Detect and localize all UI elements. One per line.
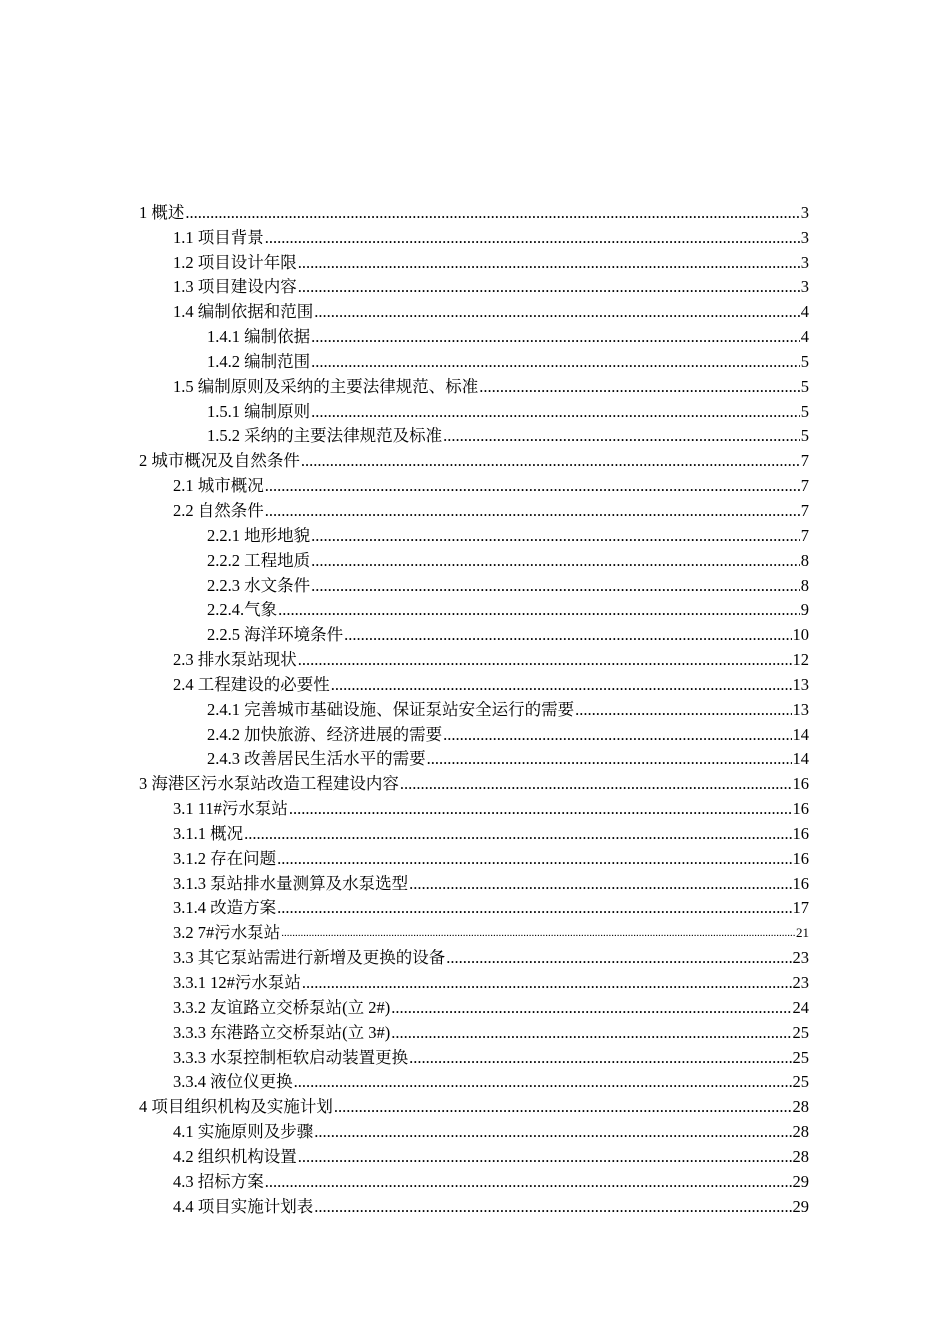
toc-entry-page-number: 28	[792, 1097, 809, 1117]
toc-entry-title: 3.3 其它泵站需进行新增及更换的设备	[173, 948, 446, 968]
toc-entry[interactable]	[139, 820, 809, 845]
toc-dot-leader	[294, 1071, 792, 1093]
toc-entry[interactable]	[139, 969, 809, 994]
toc-dot-leader	[185, 202, 799, 224]
toc-dot-leader	[391, 1022, 791, 1044]
toc-entry[interactable]	[139, 298, 809, 323]
toc-entry[interactable]	[139, 621, 809, 646]
toc-entry-page-number: 28	[792, 1146, 809, 1166]
toc-entry-page-number: 3	[800, 252, 809, 272]
toc-entry-title: 1.5.2 采纳的主要法律规范及标准	[207, 426, 443, 446]
toc-entry-title: 2.4 工程建设的必要性	[173, 674, 330, 694]
toc-entry[interactable]	[139, 224, 809, 249]
toc-entry-title: 3.3.3 水泵控制柜软启动装置更换	[173, 1047, 409, 1067]
toc-entry-title: 1.1 项目背景	[173, 227, 264, 247]
toc-dot-leader	[443, 425, 800, 447]
toc-dot-leader	[298, 276, 800, 298]
toc-entry[interactable]	[139, 1168, 809, 1193]
toc-entry[interactable]	[139, 696, 809, 721]
toc-entry-title: 3.3.2 友谊路立交桥泵站(立 2#)	[173, 997, 391, 1017]
toc-entry-page-number: 5	[800, 426, 809, 446]
toc-entry-title: 2.2 自然条件	[173, 500, 264, 520]
toc-entry[interactable]	[139, 721, 809, 746]
toc-entry-title: 2.2.1 地形地貌	[207, 525, 311, 545]
toc-entry-page-number: 5	[800, 351, 809, 371]
toc-entry-page-number: 7	[800, 525, 809, 545]
toc-entry-page-number: 3	[800, 277, 809, 297]
toc-dot-leader	[311, 525, 800, 547]
toc-entry[interactable]	[139, 845, 809, 870]
toc-entry-title: 4.1 实施原则及步骤	[173, 1122, 314, 1142]
toc-entry-title: 2.4.2 加快旅游、经济进展的需要	[207, 724, 443, 744]
toc-dot-leader	[311, 326, 800, 348]
toc-dot-leader	[575, 699, 791, 721]
toc-entry-page-number: 4	[800, 302, 809, 322]
toc-entry-page-number: 5	[800, 401, 809, 421]
toc-entry-title: 2 城市概况及自然条件	[139, 451, 300, 471]
toc-entry-title: 1.3 项目建设内容	[173, 277, 297, 297]
toc-entry-page-number: 7	[800, 451, 809, 471]
toc-entry-title: 1.4.2 编制范围	[207, 351, 311, 371]
toc-entry-title: 4 项目组织机构及实施计划	[139, 1097, 333, 1117]
toc-entry-title: 4.4 项目实施计划表	[173, 1196, 314, 1216]
toc-entry[interactable]	[139, 671, 809, 696]
toc-entry[interactable]	[139, 746, 809, 771]
toc-dot-leader	[427, 748, 792, 770]
toc-entry-title: 2.2.3 水文条件	[207, 575, 311, 595]
toc-dot-leader	[244, 823, 791, 845]
toc-entry[interactable]	[139, 597, 809, 622]
toc-dot-leader	[301, 450, 800, 472]
toc-entry-title: 3.1.4 改造方案	[173, 898, 277, 918]
toc-entry[interactable]	[139, 870, 809, 895]
toc-entry-page-number: 28	[792, 1122, 809, 1142]
toc-entry[interactable]	[139, 895, 809, 920]
toc-entry-page-number: 8	[800, 575, 809, 595]
toc-entry-page-number: 8	[800, 550, 809, 570]
toc-entry-page-number: 3	[800, 227, 809, 247]
toc-entry-title: 3.1.2 存在问题	[173, 848, 277, 868]
toc-entry[interactable]	[139, 274, 809, 299]
toc-entry[interactable]	[139, 770, 809, 795]
toc-dot-leader	[298, 649, 792, 671]
toc-dot-leader	[314, 301, 800, 323]
toc-entry-page-number: 4	[800, 327, 809, 347]
toc-entry-page-number: 23	[792, 973, 809, 992]
toc-dot-leader	[400, 773, 792, 795]
toc-dot-leader	[391, 997, 791, 1019]
toc-dot-leader	[281, 922, 795, 944]
toc-entry-page-number: 13	[792, 674, 809, 694]
toc-entry[interactable]	[139, 423, 809, 448]
toc-entry[interactable]	[139, 348, 809, 373]
toc-entry[interactable]	[139, 249, 809, 274]
toc-dot-leader	[298, 252, 800, 274]
toc-entry-page-number: 10	[792, 625, 809, 645]
toc-entry-title: 3.3.4 液位仪更换	[173, 1072, 293, 1092]
toc-entry[interactable]	[139, 323, 809, 348]
toc-entry-title: 2.2.2 工程地质	[207, 550, 311, 570]
toc-dot-leader	[409, 1047, 791, 1069]
toc-dot-leader	[277, 897, 791, 919]
toc-dot-leader	[446, 947, 791, 969]
toc-entry-title: 2.1 城市概况	[173, 476, 264, 496]
toc-dot-leader	[289, 798, 792, 820]
toc-entry-page-number: 3	[800, 202, 809, 222]
toc-dot-leader	[314, 1196, 791, 1218]
toc-entry-title: 3.3.3 东港路立交桥泵站(立 3#)	[173, 1022, 391, 1042]
toc-dot-leader	[265, 500, 800, 522]
toc-entry-title: 3.3.1 12#污水泵站	[173, 973, 301, 992]
toc-entry-page-number: 29	[792, 1171, 809, 1191]
toc-entry-page-number: 12	[792, 650, 809, 670]
toc-entry[interactable]	[139, 497, 809, 522]
toc-entry[interactable]	[139, 1069, 809, 1094]
toc-entry[interactable]	[139, 398, 809, 423]
toc-entry-title: 3 海港区污水泵站改造工程建设内容	[139, 774, 399, 794]
toc-entry-title: 4.3 招标方案	[173, 1171, 264, 1191]
toc-entry-page-number: 29	[792, 1196, 809, 1216]
toc-dot-leader	[344, 624, 791, 646]
toc-entry-page-number: 16	[792, 848, 809, 868]
toc-dot-leader	[302, 972, 792, 994]
toc-entry[interactable]	[139, 994, 809, 1019]
toc-entry[interactable]	[139, 1143, 809, 1168]
toc-entry-title: 1.4 编制依据和范围	[173, 302, 314, 322]
toc-entry[interactable]	[139, 1019, 809, 1044]
toc-entry-title: 3.2 7#污水泵站	[173, 923, 281, 943]
toc-entry-title: 2.3 排水泵站现状	[173, 650, 297, 670]
toc-entry-page-number: 7	[800, 476, 809, 496]
toc-entry-title: 1 概述	[139, 202, 185, 222]
toc-entry-title: 3.1 11#污水泵站	[173, 799, 288, 819]
toc-entry[interactable]	[139, 522, 809, 547]
toc-entry[interactable]	[139, 373, 809, 398]
toc-entry-title: 3.1.3 泵站排水量测算及水泵选型	[173, 873, 409, 893]
toc-entry-page-number: 9	[800, 600, 809, 620]
toc-entry-title: 1.5.1 编制原则	[207, 401, 311, 421]
toc-entry-title: 2.2.5 海洋环境条件	[207, 625, 344, 645]
toc-entry[interactable]	[139, 1193, 809, 1218]
toc-dot-leader	[479, 376, 800, 398]
toc-entry-page-number: 23	[792, 948, 809, 968]
toc-entry-title: 2.4.1 完善城市基础设施、保证泵站安全运行的需要	[207, 699, 575, 719]
toc-entry-page-number: 13	[792, 699, 809, 719]
toc-entry-title: 2.2.4.气象	[207, 600, 278, 620]
toc-dot-leader	[311, 575, 800, 597]
table-of-contents	[139, 199, 809, 1218]
toc-entry[interactable]	[139, 919, 809, 944]
toc-entry[interactable]	[139, 447, 809, 472]
toc-entry-page-number: 17	[792, 898, 809, 918]
toc-entry-title: 2.4.3 改善居民生活水平的需要	[207, 749, 426, 769]
toc-entry-page-number: 16	[792, 799, 809, 819]
toc-entry[interactable]	[139, 1044, 809, 1069]
toc-dot-leader	[265, 1171, 792, 1193]
toc-entry-page-number: 7	[800, 500, 809, 520]
toc-entry[interactable]	[139, 795, 809, 820]
toc-entry[interactable]	[139, 572, 809, 597]
toc-entry-page-number: 14	[792, 724, 809, 744]
toc-entry[interactable]	[139, 199, 809, 224]
toc-dot-leader	[311, 550, 800, 572]
toc-dot-leader	[314, 1121, 791, 1143]
toc-entry-page-number: 25	[792, 1072, 809, 1092]
toc-dot-leader	[277, 848, 791, 870]
toc-entry-page-number: 14	[792, 749, 809, 769]
toc-dot-leader	[443, 724, 791, 746]
toc-entry[interactable]	[139, 944, 809, 969]
toc-entry-title: 4.2 组织机构设置	[173, 1146, 297, 1166]
toc-entry-page-number: 16	[792, 823, 809, 843]
toc-entry-page-number: 16	[792, 774, 809, 794]
toc-entry-title: 3.1.1 概况	[173, 823, 244, 843]
toc-entry-title: 1.4.1 编制依据	[207, 327, 311, 347]
toc-dot-leader	[311, 351, 800, 373]
toc-dot-leader	[409, 873, 791, 895]
toc-entry-page-number: 24	[792, 997, 809, 1017]
toc-entry-title: 1.5 编制原则及采纳的主要法律规范、标准	[173, 376, 479, 396]
toc-entry[interactable]	[139, 1093, 809, 1118]
toc-dot-leader	[334, 1096, 792, 1118]
toc-dot-leader	[278, 599, 800, 621]
toc-entry[interactable]	[139, 1118, 809, 1143]
toc-entry-page-number: 25	[792, 1047, 809, 1067]
toc-dot-leader	[265, 475, 800, 497]
toc-entry-title: 1.2 项目设计年限	[173, 252, 297, 272]
toc-entry[interactable]	[139, 646, 809, 671]
toc-entry-page-number: 25	[792, 1022, 809, 1042]
toc-entry[interactable]	[139, 547, 809, 572]
toc-dot-leader	[265, 227, 800, 249]
toc-dot-leader	[298, 1146, 792, 1168]
toc-entry-page-number: 16	[792, 873, 809, 893]
toc-entry-page-number: 21	[796, 925, 809, 941]
toc-dot-leader	[311, 401, 800, 423]
toc-entry[interactable]	[139, 472, 809, 497]
toc-entry-page-number: 5	[800, 376, 809, 396]
toc-dot-leader	[331, 674, 792, 696]
